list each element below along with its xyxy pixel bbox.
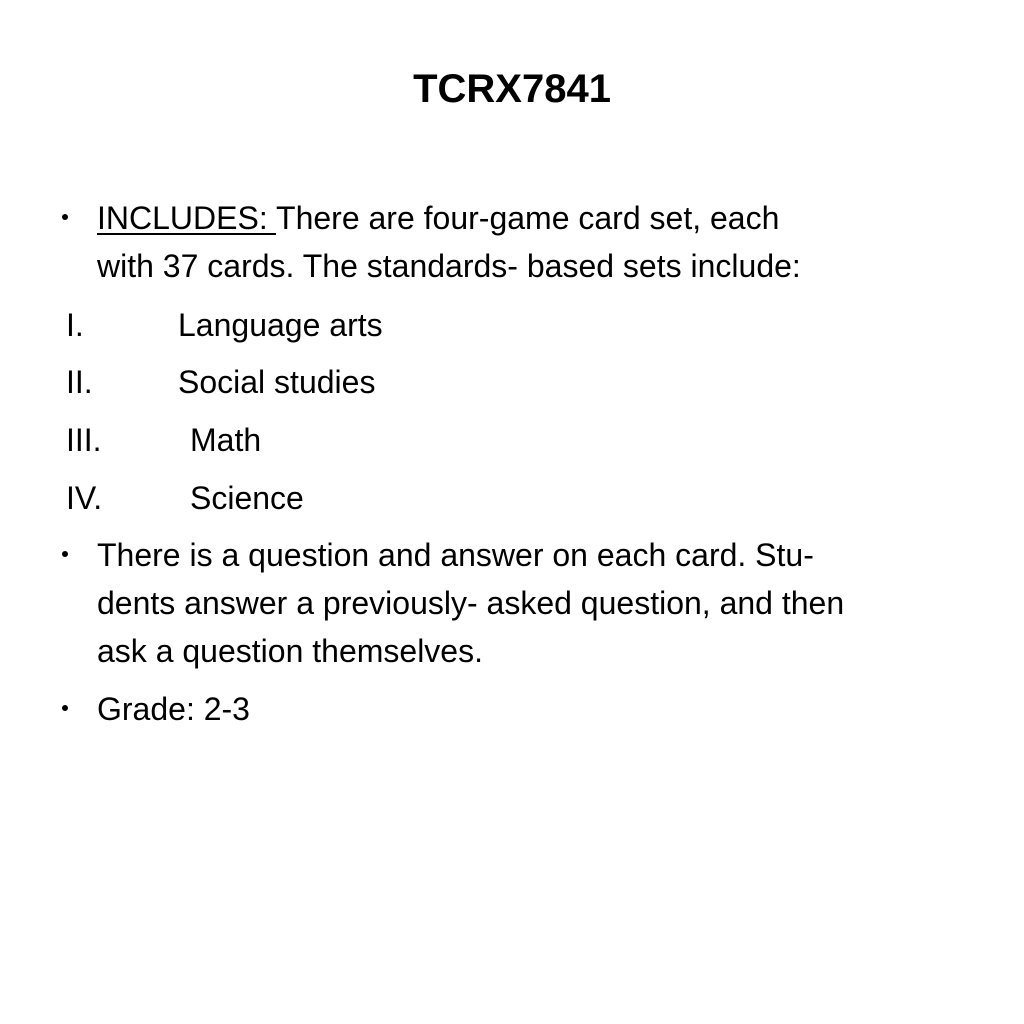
subject-label: Language arts (178, 307, 383, 343)
bullet-line: with 37 cards. The standards- based sets include: (97, 248, 801, 284)
bullet-line (97, 194, 962, 242)
subject-item (66, 416, 766, 464)
bullet-text (97, 194, 962, 290)
subject-numeral: I. (66, 307, 84, 343)
slide-title: TCRX7841 (413, 67, 611, 111)
bullet-text (97, 531, 962, 675)
subject-label: Math (190, 422, 262, 458)
bullet-line: ask a question themselves. (97, 633, 483, 669)
bullet-line: Grade: 2-3 (97, 691, 250, 727)
subject-item (66, 301, 766, 349)
subject-numeral: IV. (66, 480, 103, 516)
bullet-dot (62, 551, 68, 557)
bullet-line: dents answer a previously- asked question, and then (97, 585, 845, 621)
includes-label: INCLUDES: (97, 200, 277, 236)
subject-label: Science (190, 480, 304, 516)
bullet-line-text: There are four-game card set, each (276, 200, 780, 236)
bullet-dot (62, 705, 68, 711)
bullet-includes (62, 194, 962, 290)
bullet-line: There is a question and answer on each card. Stu- (97, 537, 814, 573)
bullet-description (62, 531, 962, 675)
subject-numeral: II. (66, 364, 93, 400)
bullet-dot (62, 214, 68, 220)
bullet-grade (62, 685, 962, 733)
subject-item (66, 474, 766, 522)
subject-numeral: III. (66, 422, 102, 458)
subject-label: Social studies (178, 364, 376, 400)
subject-item (66, 358, 766, 406)
bullet-text (97, 685, 962, 733)
